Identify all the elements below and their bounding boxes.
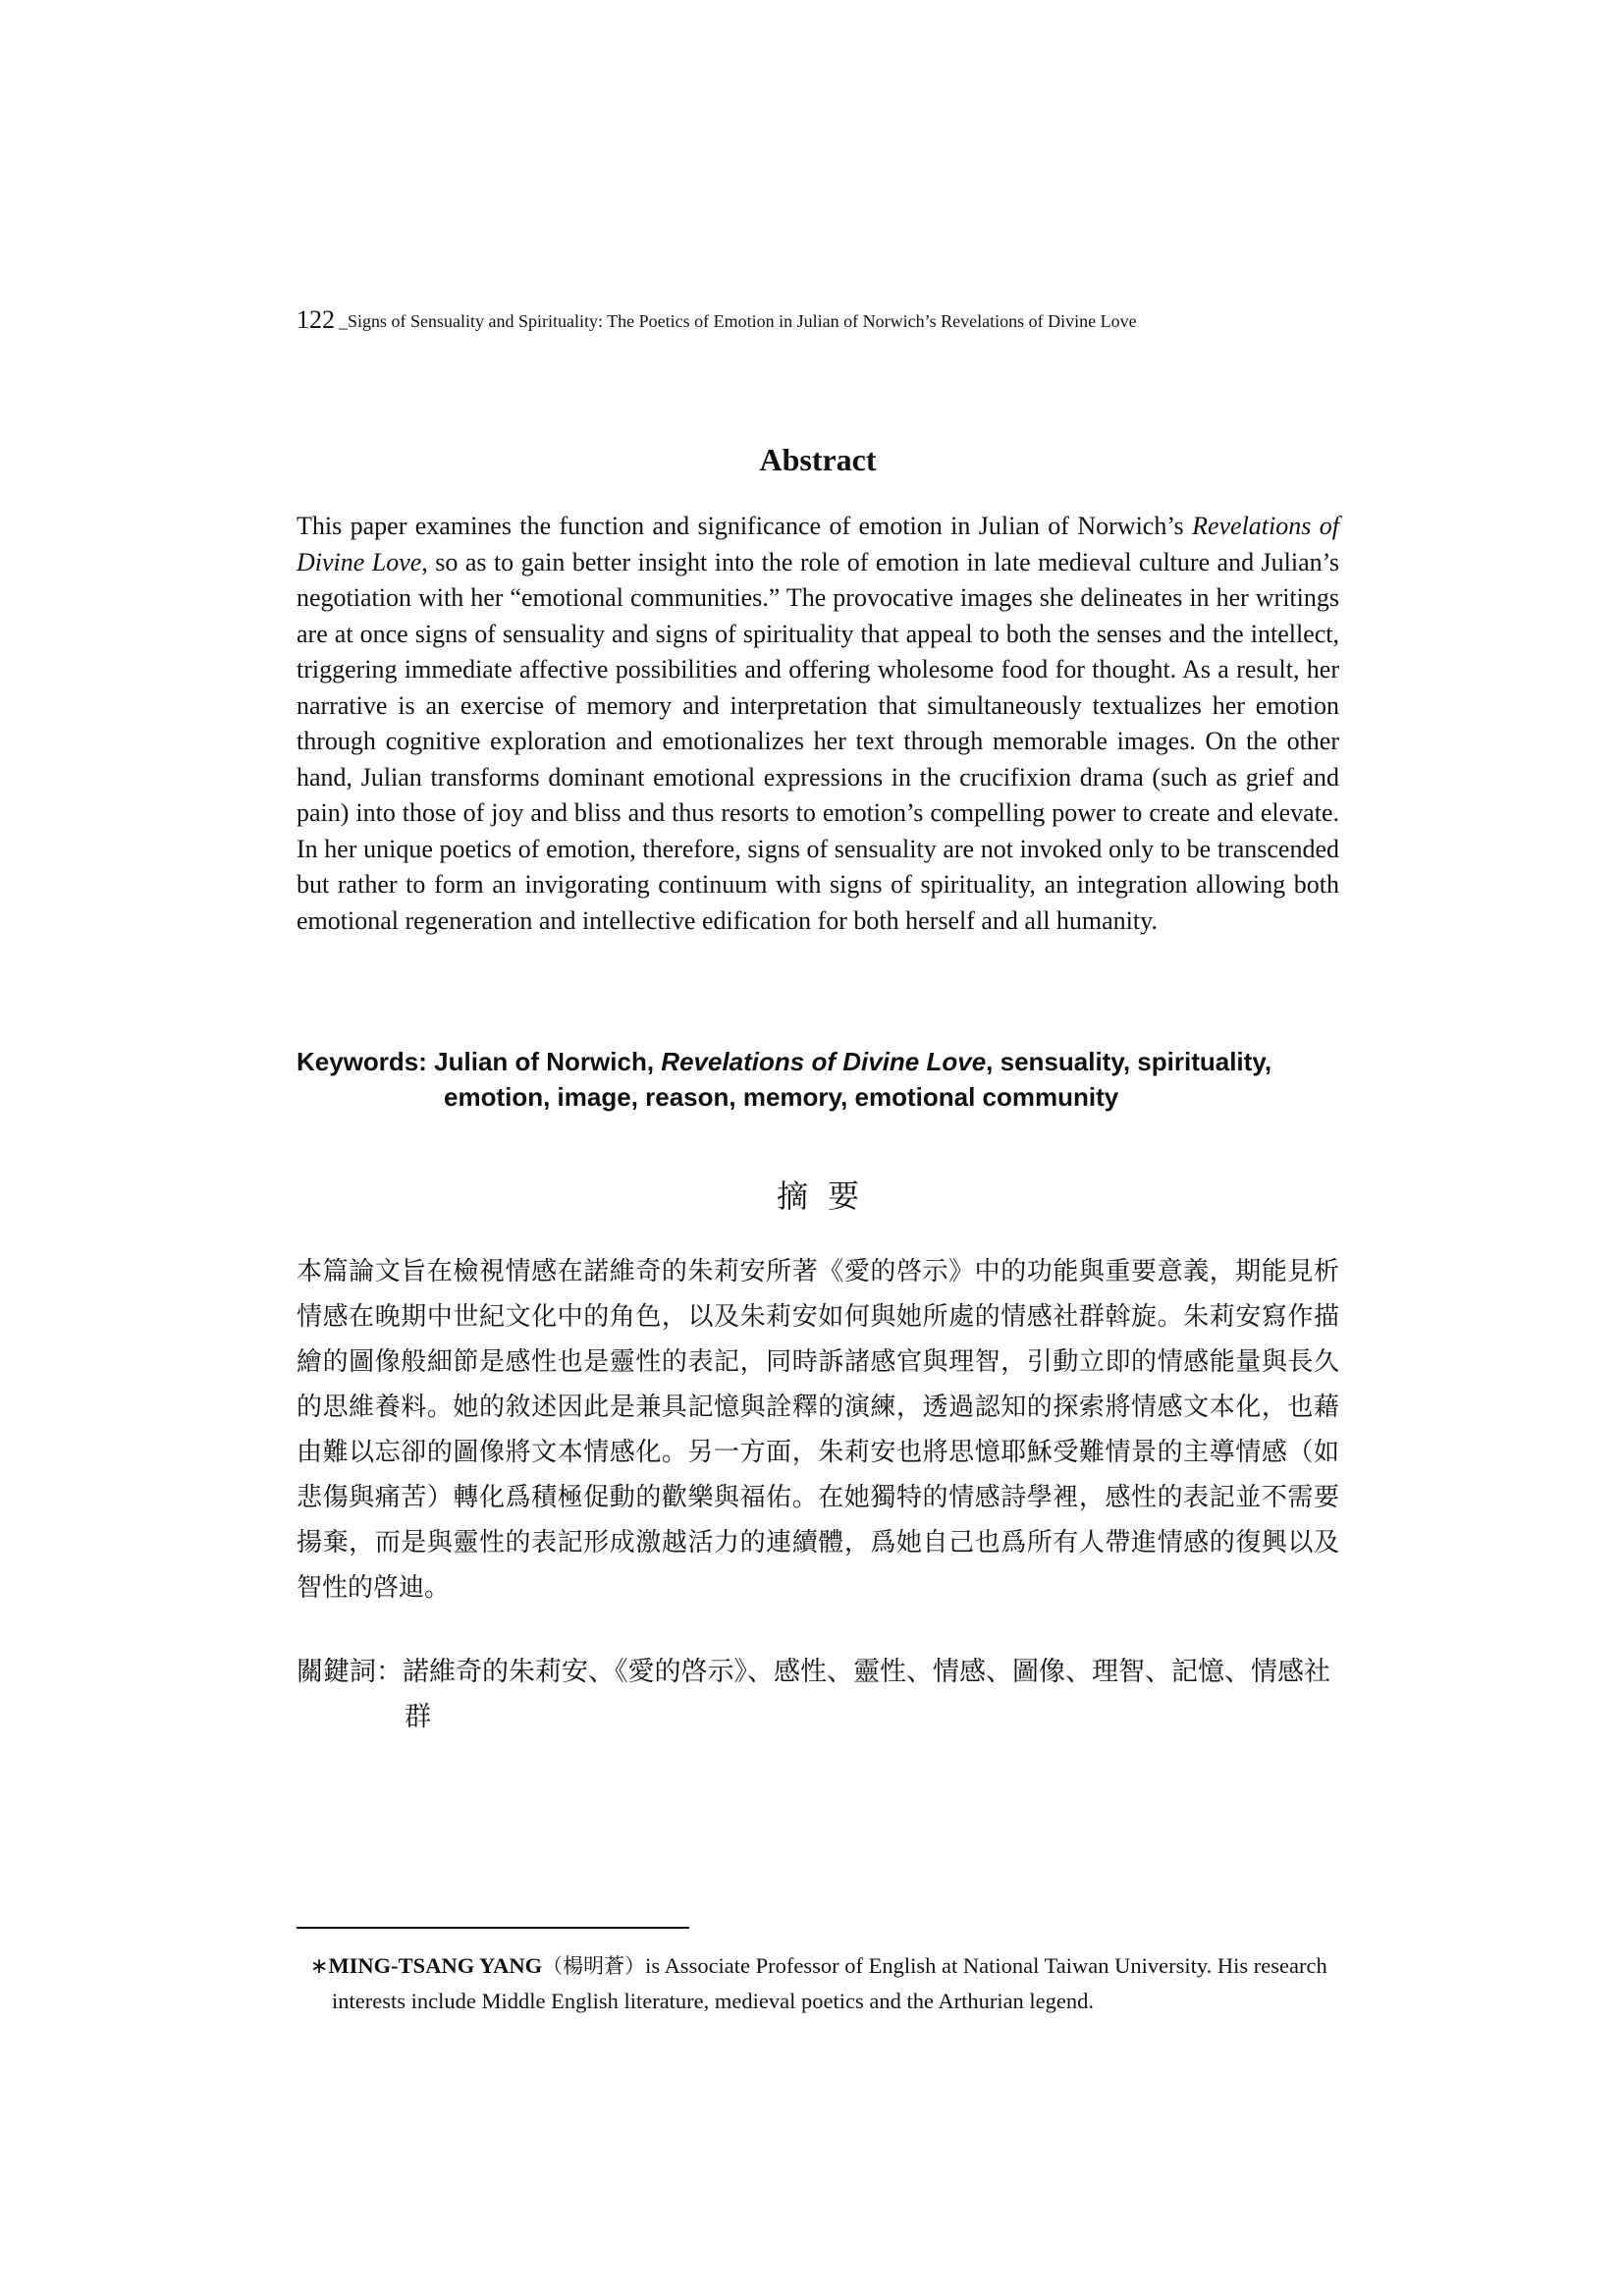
footnote-mark: ∗	[310, 1954, 329, 1979]
page-number: 122	[297, 305, 335, 334]
footnote-author-name-zh: （楊明蒼）	[542, 1954, 646, 1978]
keywords	[297, 1044, 1347, 1115]
chinese-abstract-body	[297, 1249, 1339, 1611]
running-title: _Signs of Sensuality and Spirituality: The Poetics of Emotion in Julian of Norwich’s Revelations of Divine Love	[339, 311, 1137, 331]
keywords-part-2: , sensuality, spirituality, emotion, image, reason, memory, emotional community	[444, 1047, 1272, 1112]
running-header	[297, 306, 1357, 335]
keywords-book-title: Revelations of Divine Love	[661, 1047, 987, 1076]
abstract-text-after-title: , so as to gain better insight into the role of emotion in late medieval culture and Julian’s negotiation with her “emotional communities.” The provocative images she delineates in her writings are at once signs of sensuality and signs of spirituality that appeal to both the senses and the intellect, triggering immediate affective possibilities and offering wholesome food for thought. As a result, her narrative is an exercise of memory and interpretation that simultaneously textualizes her emotion through cognitive exploration and emotionalizes her text through memorable images. On the other hand, Julian transforms dominant emotional expressions in the crucifixion drama (such as grief and pain) into those of joy and bliss and thus resorts to emotion’s compelling power to create and elevate. In her unique poetics of emotion, therefore, signs of sensuality are not invoked only to be transcended but rather to form an invigorating continuum with signs of spirituality, an integration allowing both emotional regeneration and intellective edification for both herself and all humanity.	[297, 547, 1340, 935]
abstract-heading: Abstract	[759, 442, 877, 477]
keywords-label: Keywords:	[297, 1047, 435, 1076]
chinese-abstract-heading: 摘要	[776, 1177, 879, 1215]
author-footnote	[297, 1948, 1339, 2018]
abstract-book-title: Revelations of Divine Love	[297, 512, 1339, 576]
footnote-author-name: MING-TSANG YANG	[328, 1953, 543, 1978]
abstract-paragraph	[297, 509, 1339, 939]
chinese-keywords	[297, 1650, 1339, 1740]
abstract-body	[297, 509, 1339, 939]
keywords-part-1: Julian of Norwich,	[434, 1047, 662, 1076]
footnote-text: is Associate Professor of English at National Taiwan University. His research interests include Middle English literature, medieval poetics and the Arthurian legend.	[332, 1953, 1327, 2013]
chinese-keywords-label: 關鍵詞：	[297, 1657, 403, 1687]
chinese-abstract-paragraph: 本篇論文旨在檢視情感在諾維奇的朱莉安所著《愛的啓示》中的功能與重要意義，期能見析情感在晚期中世紀文化中的角色，以及朱莉安如何與她所處的情感社群斡旋。朱莉安寫作描繪的圖像般細節是感性也是靈性的表記，同時訴諸感官與理智，引動立即的情感能量與長久的思維養料。她的敘述因此是兼具記憶與詮釋的演練，透過認知的探索將情感文本化，也藉由難以忘卻的圖像將文本情感化。另一方面，朱莉安也將思憶耶穌受難情景的主導情感（如悲傷與痛苦）轉化爲積極促動的歡樂與福佑。在她獨特的情感詩學裡，感性的表記並不需要揚棄，而是與靈性的表記形成激越活力的連續體，爲她自己也爲所有人帶進情感的復興以及智性的啓迪。	[297, 1257, 1339, 1603]
footnote-rule	[297, 1927, 689, 1929]
abstract-text-before-title: This paper examines the function and significance of emotion in Julian of Norwich’s	[297, 512, 1193, 540]
chinese-keywords-text: 諾維奇的朱莉安、《愛的啓示》、感性、靈性、情感、圖像、理智、記憶、情感社群	[403, 1657, 1330, 1732]
